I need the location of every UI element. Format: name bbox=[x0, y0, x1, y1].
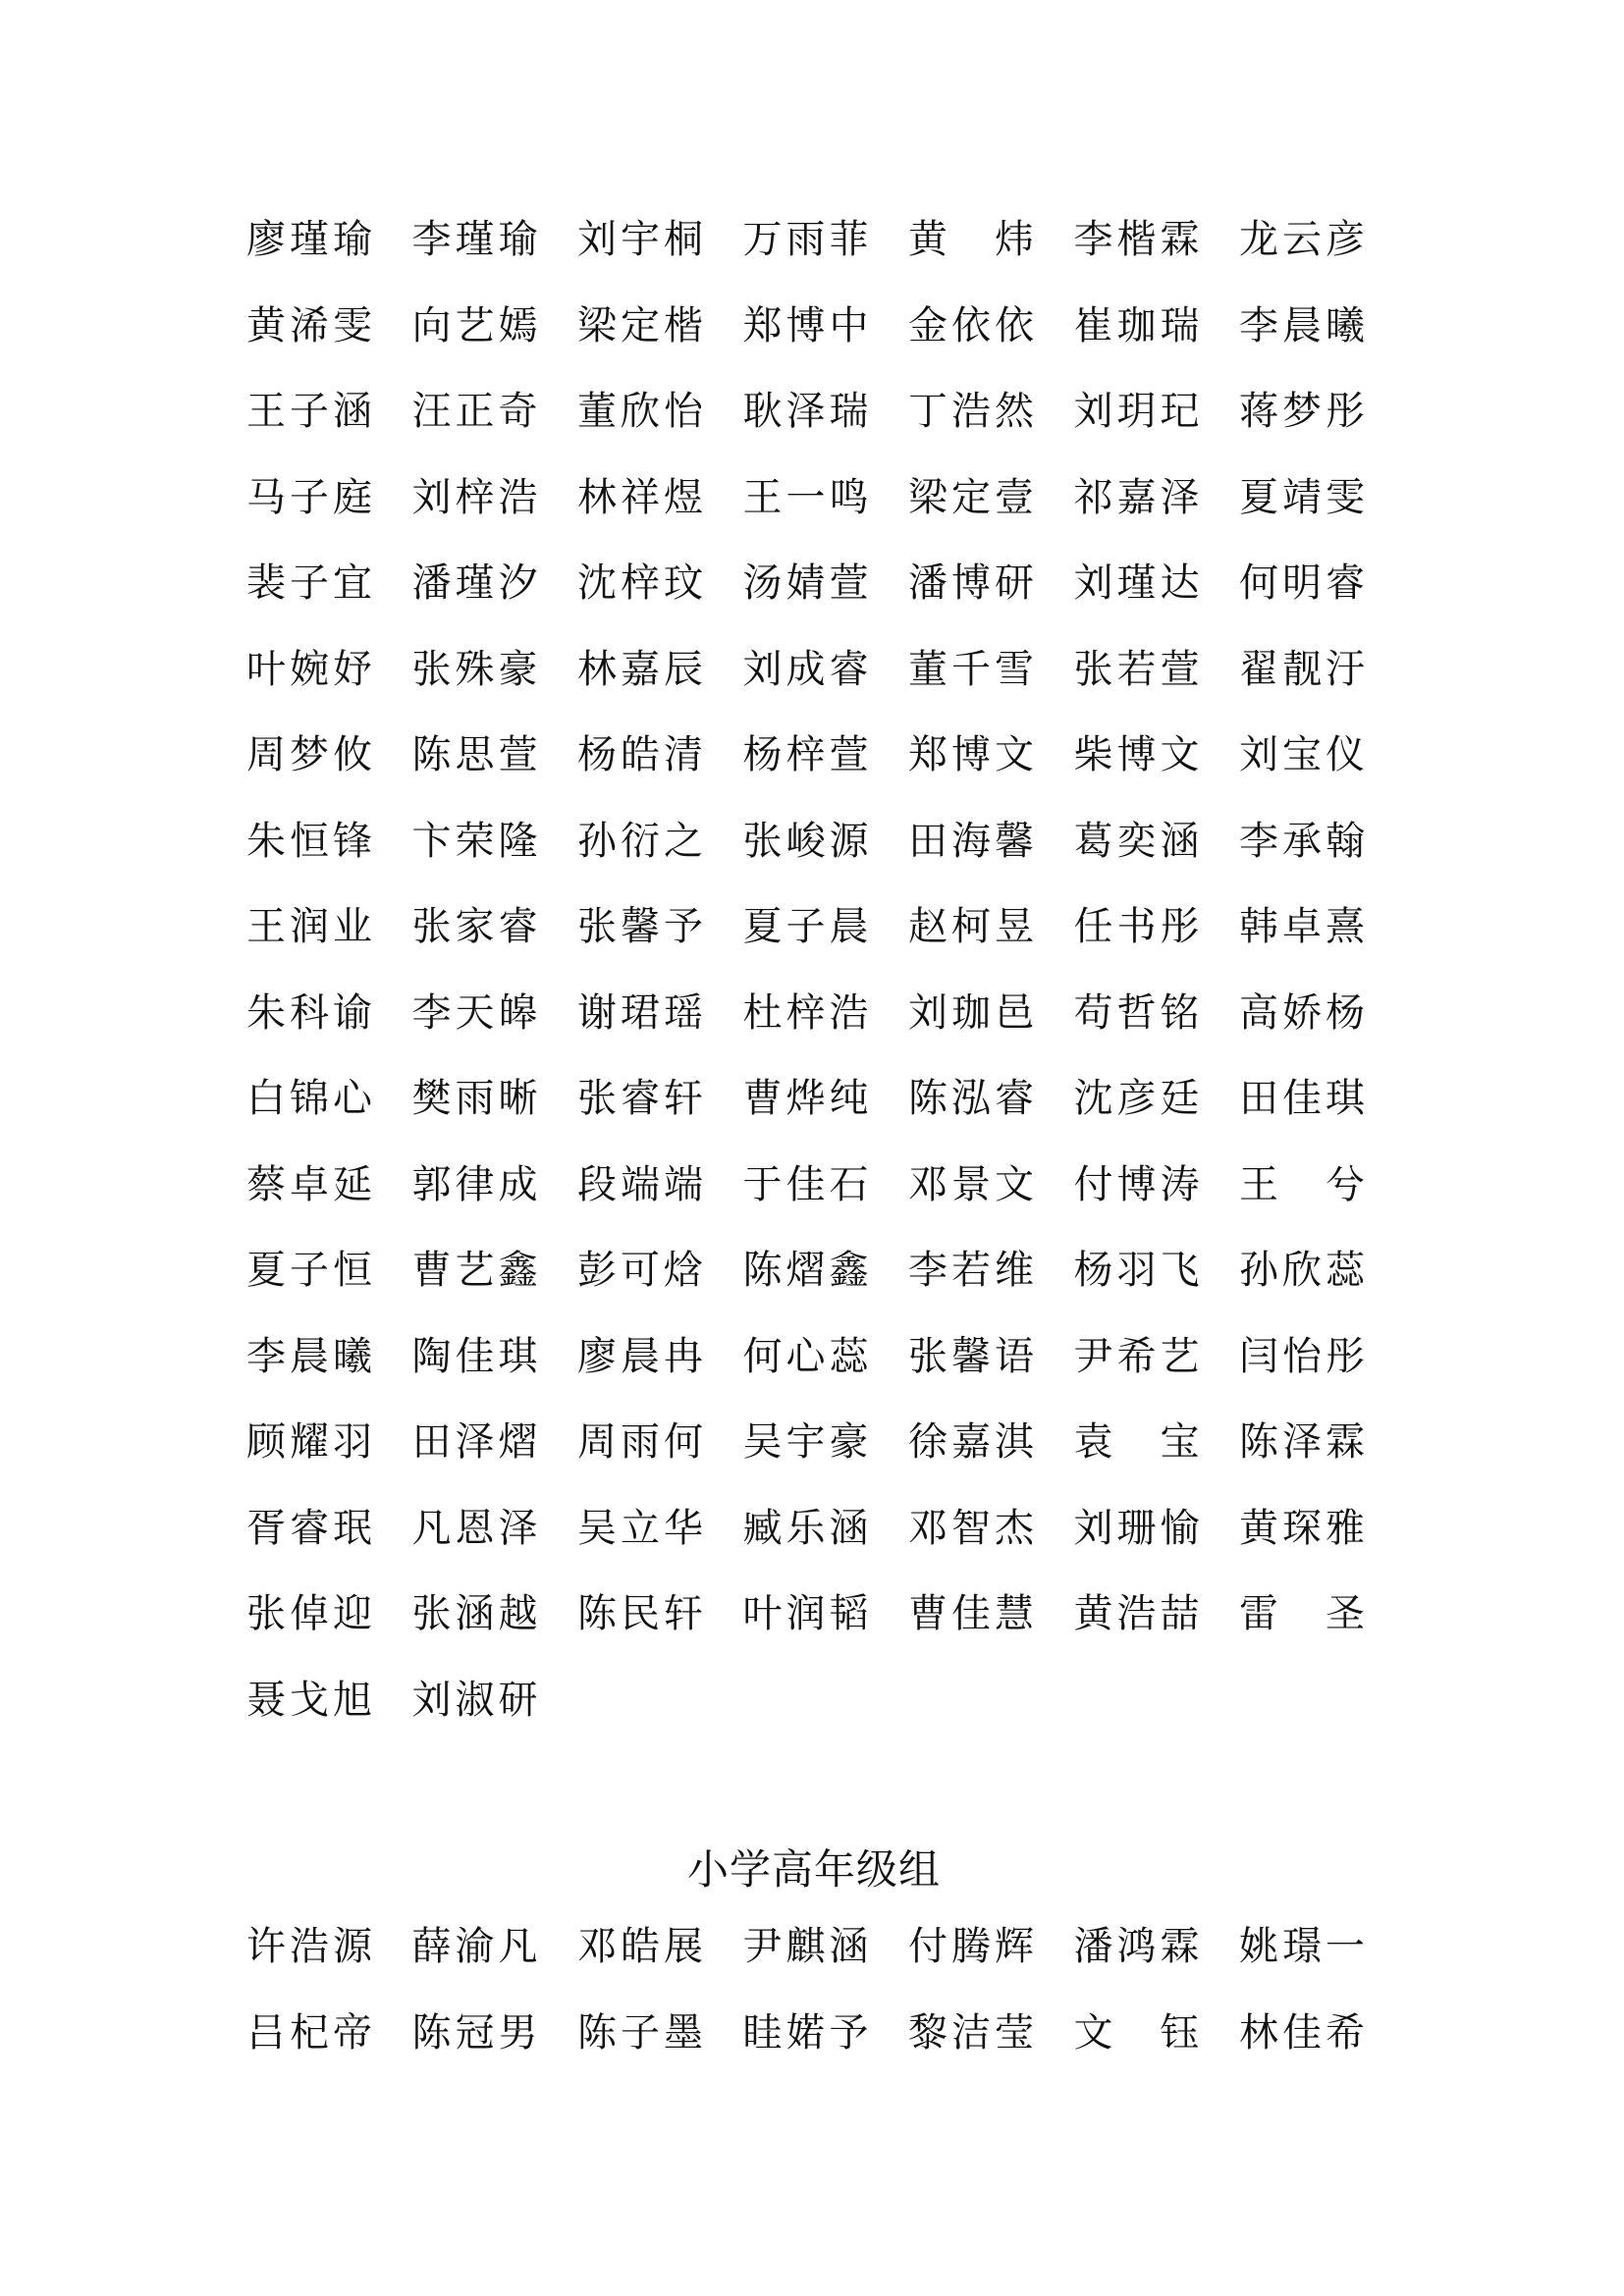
name-entry: 周雨何 bbox=[577, 1419, 703, 1465]
name-entry: 尹麒涵 bbox=[742, 1924, 869, 1969]
name-entry: 陶佳琪 bbox=[411, 1333, 538, 1379]
name-entry: 杨皓清 bbox=[577, 732, 703, 777]
name-entry: 杜梓浩 bbox=[742, 989, 869, 1036]
name-entry: 曹佳慧 bbox=[908, 1591, 1034, 1636]
name-entry: 高娇杨 bbox=[1239, 989, 1365, 1036]
name-entry: 蒋梦彤 bbox=[1239, 389, 1365, 434]
name-entry: 葛奕涵 bbox=[1073, 818, 1200, 864]
name-entry: 陈思萱 bbox=[411, 732, 538, 777]
name-entry: 吴立华 bbox=[577, 1505, 703, 1551]
name-entry: 黄琛雅 bbox=[1239, 1505, 1365, 1551]
name-entry: 刘瑾达 bbox=[1073, 561, 1200, 606]
name-entry: 汪正奇 bbox=[411, 389, 538, 434]
name-entry: 赵柯昱 bbox=[908, 904, 1034, 949]
name-entry: 林祥煜 bbox=[577, 474, 703, 520]
name-entry: 沈彦廷 bbox=[1073, 1076, 1200, 1121]
name-entry: 王 兮 bbox=[1239, 1161, 1365, 1207]
name-entry: 臧乐涵 bbox=[742, 1505, 869, 1551]
name-entry: 刘梓浩 bbox=[411, 474, 538, 520]
name-entry: 付博涛 bbox=[1073, 1161, 1200, 1207]
section-title: 小学高年级组 bbox=[687, 1845, 942, 1894]
name-entry: 祁嘉泽 bbox=[1073, 474, 1200, 520]
name-list-upper bbox=[246, 212, 1405, 1758]
name-entry: 廖晨冉 bbox=[577, 1333, 703, 1379]
name-entry: 王润业 bbox=[246, 904, 372, 949]
name-entry: 丁浩然 bbox=[908, 389, 1034, 434]
name-entry: 耿泽瑞 bbox=[742, 389, 869, 434]
name-entry: 邓景文 bbox=[908, 1161, 1034, 1207]
name-entry: 郑博中 bbox=[742, 302, 869, 348]
name-entry: 王一鸣 bbox=[742, 474, 869, 520]
name-entry: 陈泓睿 bbox=[908, 1076, 1034, 1121]
name-entry: 陈泽霖 bbox=[1239, 1419, 1365, 1465]
name-entry: 董欣怡 bbox=[577, 389, 703, 434]
name-entry: 孙衍之 bbox=[577, 818, 703, 864]
name-entry: 夏靖雯 bbox=[1239, 474, 1365, 520]
name-entry: 叶婉妤 bbox=[246, 646, 372, 692]
name-entry: 陈民轩 bbox=[577, 1591, 703, 1636]
name-entry: 李楷霖 bbox=[1073, 217, 1200, 262]
name-entry: 雷 圣 bbox=[1239, 1591, 1365, 1636]
name-entry: 陈子墨 bbox=[577, 2009, 703, 2056]
name-entry: 刘成睿 bbox=[742, 646, 869, 692]
name-entry: 李若维 bbox=[908, 1248, 1034, 1293]
name-entry: 向艺嫣 bbox=[411, 302, 538, 348]
name-entry: 蔡卓延 bbox=[246, 1161, 372, 1207]
name-entry: 任书彤 bbox=[1073, 904, 1200, 949]
name-entry: 尹希艺 bbox=[1073, 1333, 1200, 1379]
name-entry: 文 钰 bbox=[1073, 2009, 1200, 2056]
name-entry: 凡恩泽 bbox=[411, 1505, 538, 1551]
name-entry: 夏子晨 bbox=[742, 904, 869, 949]
name-entry: 张涵越 bbox=[411, 1591, 538, 1636]
name-entry: 黄浩喆 bbox=[1073, 1591, 1200, 1636]
name-entry: 田泽熠 bbox=[411, 1419, 538, 1465]
name-entry: 刘珊愉 bbox=[1073, 1505, 1200, 1551]
name-entry: 龙云彦 bbox=[1239, 217, 1365, 262]
name-entry: 韩卓熹 bbox=[1239, 904, 1365, 949]
name-entry: 段端端 bbox=[577, 1161, 703, 1207]
name-entry: 张睿轩 bbox=[577, 1076, 703, 1121]
name-entry: 黎洁莹 bbox=[908, 2009, 1034, 2056]
name-entry: 聂戈旭 bbox=[246, 1677, 372, 1723]
name-entry: 汤婧萱 bbox=[742, 561, 869, 606]
name-entry: 何心蕊 bbox=[742, 1333, 869, 1379]
name-entry: 李晨曦 bbox=[1239, 302, 1365, 348]
name-entry: 曹烨纯 bbox=[742, 1076, 869, 1121]
name-entry: 许浩源 bbox=[246, 1924, 372, 1969]
name-entry: 李承翰 bbox=[1239, 818, 1365, 864]
name-entry: 张馨予 bbox=[577, 904, 703, 949]
name-entry: 张殊豪 bbox=[411, 646, 538, 692]
name-entry: 姚璟一 bbox=[1239, 1924, 1365, 1969]
name-entry: 徐嘉淇 bbox=[908, 1419, 1034, 1465]
name-entry: 于佳石 bbox=[742, 1161, 869, 1207]
name-entry: 樊雨晰 bbox=[411, 1076, 538, 1121]
name-entry: 李晨曦 bbox=[246, 1333, 372, 1379]
name-entry: 翟靓汙 bbox=[1239, 646, 1365, 692]
name-entry: 梁定楷 bbox=[577, 302, 703, 348]
name-entry: 张馨语 bbox=[908, 1333, 1034, 1379]
name-entry: 付腾辉 bbox=[908, 1924, 1034, 1969]
name-entry: 李天皞 bbox=[411, 989, 538, 1036]
name-entry: 马子庭 bbox=[246, 474, 372, 520]
name-entry: 叶润韬 bbox=[742, 1591, 869, 1636]
name-entry: 金依依 bbox=[908, 302, 1034, 348]
name-entry: 张倬迎 bbox=[246, 1591, 372, 1636]
name-entry: 黄 炜 bbox=[908, 217, 1034, 262]
name-entry: 卞荣隆 bbox=[411, 818, 538, 864]
name-entry: 林佳希 bbox=[1239, 2009, 1365, 2056]
name-entry: 潘博研 bbox=[908, 561, 1034, 606]
name-list-senior-primary bbox=[246, 1919, 1405, 2091]
name-entry: 柴博文 bbox=[1073, 732, 1200, 777]
name-entry: 杨羽飞 bbox=[1073, 1248, 1200, 1293]
name-entry: 刘宝仪 bbox=[1239, 732, 1365, 777]
name-entry: 陈冠男 bbox=[411, 2009, 538, 2056]
name-entry: 董千雪 bbox=[908, 646, 1034, 692]
name-entry: 夏子恒 bbox=[246, 1248, 372, 1293]
name-entry: 朱科谕 bbox=[246, 989, 372, 1036]
name-entry: 梁定壹 bbox=[908, 474, 1034, 520]
name-entry: 胥睿珉 bbox=[246, 1505, 372, 1551]
name-entry: 刘玥玘 bbox=[1073, 389, 1200, 434]
name-entry: 万雨菲 bbox=[742, 217, 869, 262]
name-entry: 田海馨 bbox=[908, 818, 1034, 864]
name-entry: 闫怡彤 bbox=[1239, 1333, 1365, 1379]
name-entry: 刘珈邑 bbox=[908, 989, 1034, 1036]
name-entry: 邓智杰 bbox=[908, 1505, 1034, 1551]
name-entry: 孙欣蕊 bbox=[1239, 1248, 1365, 1293]
name-entry: 朱恒锋 bbox=[246, 818, 372, 864]
name-entry: 裴子宜 bbox=[246, 561, 372, 606]
name-entry: 张峻源 bbox=[742, 818, 869, 864]
name-entry: 郑博文 bbox=[908, 732, 1034, 777]
name-entry: 邓皓展 bbox=[577, 1924, 703, 1969]
name-entry: 杨梓萱 bbox=[742, 732, 869, 777]
name-entry: 沈梓玟 bbox=[577, 561, 703, 606]
name-entry: 眭婼予 bbox=[742, 2009, 869, 2056]
name-entry: 黄浠雯 bbox=[246, 302, 372, 348]
name-entry: 田佳琪 bbox=[1239, 1076, 1365, 1121]
name-entry: 刘淑研 bbox=[411, 1677, 538, 1723]
name-entry: 崔珈瑞 bbox=[1073, 302, 1200, 348]
name-entry: 潘瑾汐 bbox=[411, 561, 538, 606]
name-entry: 廖瑾瑜 bbox=[246, 217, 372, 262]
name-entry: 曹艺鑫 bbox=[411, 1248, 538, 1293]
name-entry: 潘鸿霖 bbox=[1073, 1924, 1200, 1969]
name-entry: 周梦攸 bbox=[246, 732, 372, 777]
name-entry: 苟哲铭 bbox=[1073, 989, 1200, 1036]
name-entry: 张家睿 bbox=[411, 904, 538, 949]
name-entry: 吴宇豪 bbox=[742, 1419, 869, 1465]
name-entry: 王子涵 bbox=[246, 389, 372, 434]
name-entry: 何明睿 bbox=[1239, 561, 1365, 606]
name-entry: 吕杞帝 bbox=[246, 2009, 372, 2056]
name-entry: 李瑾瑜 bbox=[411, 217, 538, 262]
name-entry: 郭律成 bbox=[411, 1161, 538, 1207]
name-entry: 彭可焓 bbox=[577, 1248, 703, 1293]
name-entry: 张若萱 bbox=[1073, 646, 1200, 692]
name-entry: 谢珺瑶 bbox=[577, 989, 703, 1036]
name-entry: 陈熠鑫 bbox=[742, 1248, 869, 1293]
name-entry: 刘宇桐 bbox=[577, 217, 703, 262]
name-entry: 袁 宝 bbox=[1073, 1419, 1200, 1465]
name-entry: 林嘉辰 bbox=[577, 646, 703, 692]
name-entry: 白锦心 bbox=[246, 1076, 372, 1121]
name-entry: 顾耀羽 bbox=[246, 1419, 372, 1465]
name-entry: 薛渝凡 bbox=[411, 1924, 538, 1969]
